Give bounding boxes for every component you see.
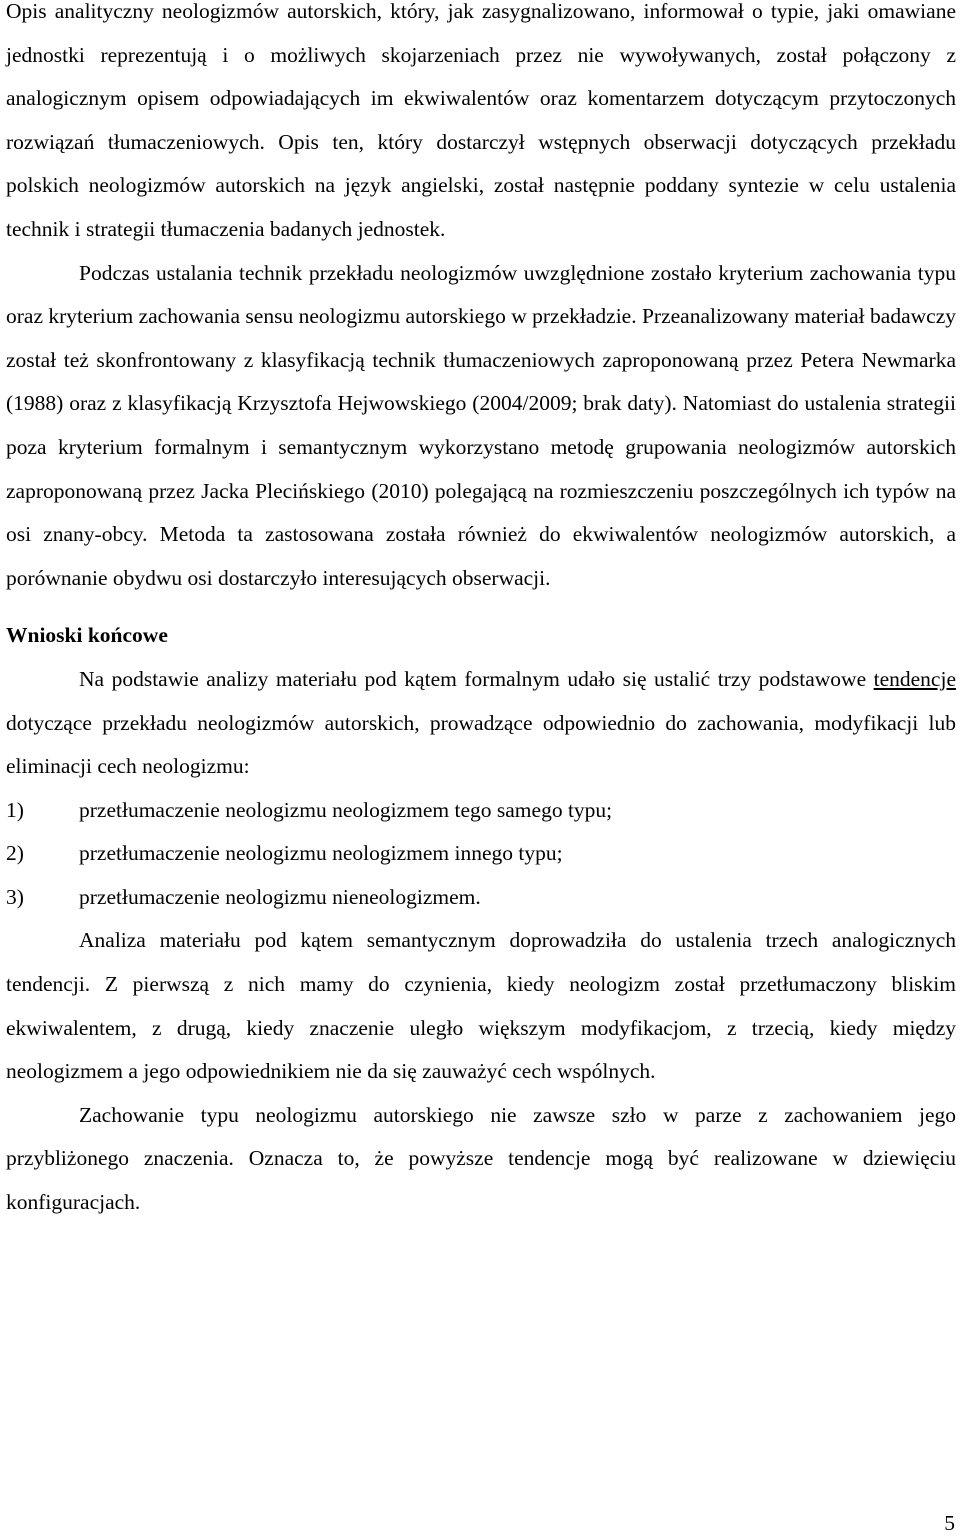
list-item-text: przetłumaczenie neologizmu neologizmem innego typu; [79, 841, 563, 866]
document-page [6, 0, 956, 1225]
list-item [6, 789, 956, 833]
paragraph-translation-techniques: Podczas ustalania technik przekładu neologizmów uwzględnione zostało kryterium zachowania typu oraz kryterium zachowania sensu neologizmu autorskiego w przekładzie. Przeanalizowany materiał badawczy został też skonfrontowany z klasyfikacją technik tłumaczeniowych zaproponowaną przez Petera Newmarka (1988) oraz z klasyfikacją Krzysztofa Hejwowskiego (2004/2009; brak daty). Natomiast do ustalenia strategii poza kryterium formalnym i semantycznym wykorzystano metodę grupowania neologizmów autorskich zaproponowaną przez Jacka Plecińskiego (2010) polegającą na rozmieszczeniu poszczególnych ich typów na osi znany-obcy. Metoda ta zastosowana została również do ekwiwalentów neologizmów autorskich, a porównanie obydwu osi dostarczyło interesujących obserwacji. [6, 260, 956, 590]
section-heading-conclusions: Wnioski końcowe [6, 623, 168, 648]
list-item-number: 2) [6, 841, 24, 866]
underlined-term-tendencje: tendencje [873, 666, 956, 691]
list-item-number: 1) [6, 797, 24, 822]
page-number: 5 [944, 1511, 955, 1535]
formal-analysis-text-start: Na podstawie analizy materiału pod kątem formalnym udało się ustalić trzy podstawowe [79, 666, 874, 691]
formal-analysis-text-end: dotyczące przekładu neologizmów autorskich, prowadzące odpowiednio do zachowania, modyfikacji lub eliminacji cech neologizmu: [6, 710, 956, 779]
list-item-text: przetłumaczenie neologizmu nieneologizmem. [79, 884, 481, 909]
list-item [6, 876, 956, 920]
paragraph-formal-analysis [6, 658, 956, 789]
paragraph-configurations: Zachowanie typu neologizmu autorskiego nie zawsze szło w parze z zachowaniem jego przybliżonego znaczenia. Oznacza to, że powyższe tendencje mogą być realizowane w dziewięciu konfiguracjach. [6, 1102, 956, 1215]
list-item [6, 832, 956, 876]
paragraph-semantic-analysis: Analiza materiału pod kątem semantycznym doprowadziła do ustalenia trzech analogicznych tendencji. Z pierwszą z nich mamy do czynienia, kiedy neologizm został przetłumaczony bliskim ekwiwalentem, z drugą, kiedy znaczenie uległo większym modyfikacjom, z trzecią, kiedy między neologizmem a jego odpowiednikiem nie da się zauważyć cech wspólnych. [6, 928, 956, 1084]
paragraph-analysis-description: Opis analityczny neologizmów autorskich, który, jak zasygnalizowano, informował o typie, jaki omawiane jednostki reprezentują i o możliwych skojarzeniach przez nie wywoływanych, został połączony z analogicznym opisem odpowiadających im ekwiwalentów oraz komentarzem dotyczącym przytoczonych rozwiązań tłumaczeniowych. Opis ten, który dostarczył wstępnych obserwacji dotyczących przekładu polskich neologizmów autorskich na język angielski, został następnie poddany syntezie w celu ustalenia technik i strategii tłumaczenia badanych jednostek. [6, 0, 956, 241]
tendencies-list [6, 789, 956, 920]
list-item-number: 3) [6, 884, 24, 909]
list-item-text: przetłumaczenie neologizmu neologizmem tego samego typu; [79, 797, 613, 822]
